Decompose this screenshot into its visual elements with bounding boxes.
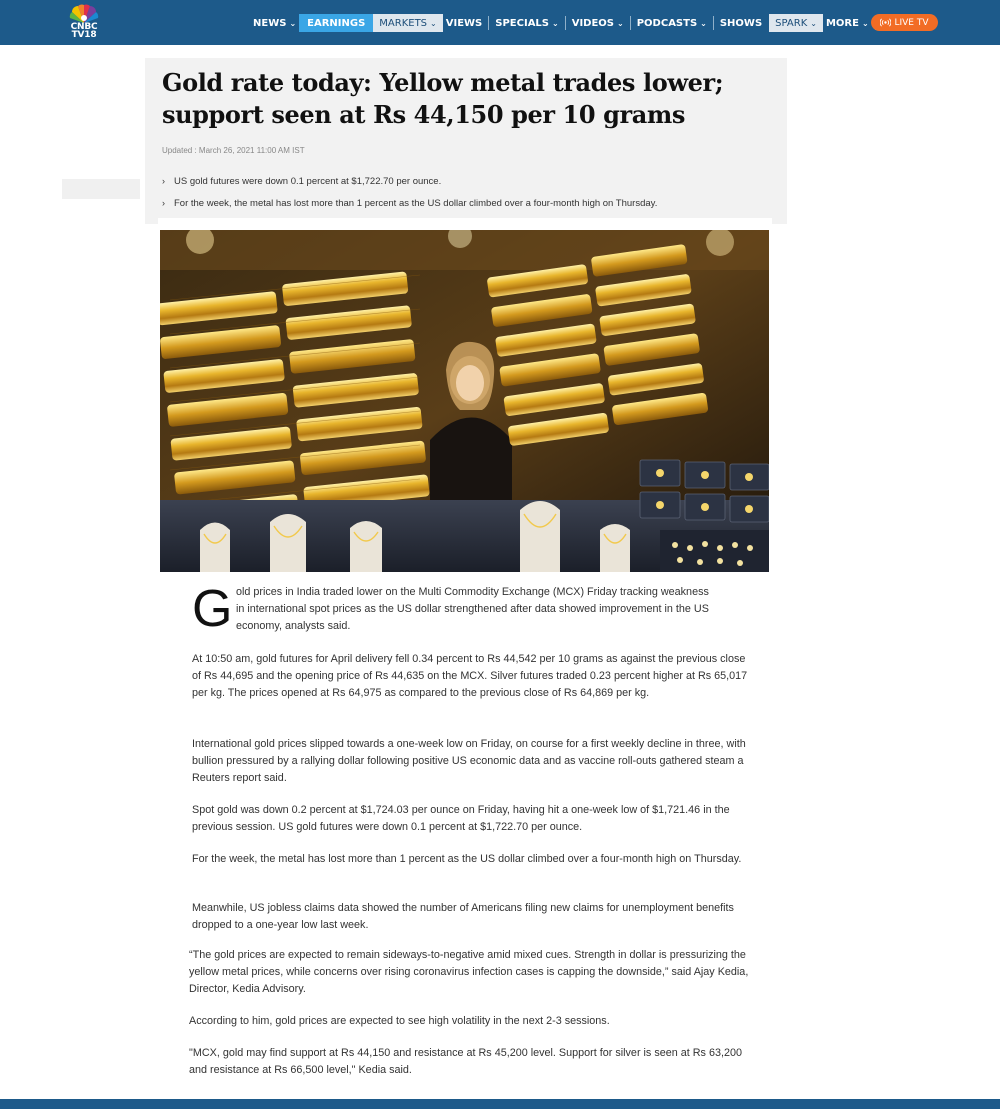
cnbc-tv18-logo[interactable] <box>62 4 106 40</box>
site-footer-bar <box>0 1099 1000 1109</box>
nav-item-views[interactable]: VIEWS <box>445 17 483 29</box>
chevron-right-icon: › <box>162 176 165 186</box>
chevron-right-icon: › <box>162 198 165 208</box>
chevron-down-icon: ⌄ <box>700 18 707 28</box>
sidebar-placeholder <box>62 179 140 199</box>
chevron-down-icon: ⌄ <box>617 18 624 28</box>
article-headline: Gold rate today: Yellow metal trades lower; support seen at Rs 44,150 per 10 grams <box>162 68 724 129</box>
nav-item-markets[interactable]: MARKETS ⌄ <box>373 14 442 32</box>
main-nav <box>250 13 913 33</box>
live-tv-button[interactable] <box>871 14 938 31</box>
quote-paragraph: “The gold prices are expected to remain sideways-to-negative amid mixed cues. Strength in dollar is pressurizing the yellow metal prices, while concerns over rising coronavirus infection cases is capping the downside,” said Ajay Kedia, Director, Kedia Advisory. <box>189 949 749 995</box>
live-tv-label: LIVE TV <box>894 17 929 28</box>
quote-paragraph: "MCX, gold may find support at Rs 44,150 and resistance at Rs 45,200 level. Support for silver is seen at Rs 63,200 and resistance at Rs 66,500 level," Kedia said. <box>189 1047 742 1076</box>
nav-item-spark[interactable]: SPARK ⌄ <box>769 14 823 32</box>
nav-item-news[interactable]: NEWS ⌄ <box>253 17 297 29</box>
article-header <box>145 58 787 224</box>
lead-paragraph <box>160 580 760 638</box>
key-point: › US gold futures were down 0.1 percent at $1,722.70 per ounce. <box>162 176 442 187</box>
key-points-list <box>162 176 657 220</box>
nav-divider <box>713 16 714 30</box>
key-point: › For the week, the metal has lost more than 1 percent as the US dollar climbed over a four-month high on Thursday. <box>162 198 658 209</box>
image-top-spacer <box>158 218 772 230</box>
nav-divider <box>630 16 631 30</box>
nav-item-more[interactable]: MORE ⌄ <box>825 17 869 29</box>
chevron-down-icon: ⌄ <box>430 18 437 28</box>
nav-item-shows[interactable]: SHOWS <box>719 17 763 29</box>
nav-item-earnings[interactable]: EARNINGS <box>299 14 373 32</box>
paragraph: Spot gold was down 0.2 percent at $1,724.03 per ounce on Friday, having hit a one-week low of $1,721.46 in the previous session. US gold futures were down 0.1 percent at $1,722.70 per ounce. <box>192 804 730 833</box>
nav-item-specials[interactable]: SPECIALS ⌄ <box>495 17 559 29</box>
drop-cap: G <box>192 580 233 638</box>
paragraph: According to him, gold prices are expected to see high volatility in the next 2-3 sessions. <box>189 1015 610 1027</box>
paragraph-text: old prices in India traded lower on the Multi Commodity Exchange (MCX) Friday tracking weakness in international spot prices as the US dollar strengthened after data showed improvement in the US economy, analysts said. <box>236 586 709 632</box>
nav-divider <box>488 16 489 30</box>
peacock-icon <box>69 4 99 24</box>
paragraph: At 10:50 am, gold futures for April delivery fell 0.34 percent to Rs 44,542 per 10 grams as against the previous close of Rs 44,695 and the opening price of Rs 44,635 on the MCX. Silver futures traded 0.23 percent higher at Rs 65,017 per kg. The prices opened at Rs 64,975 as compared to the previous close of Rs 64,869 per kg. <box>192 653 748 699</box>
chevron-down-icon: ⌄ <box>861 18 869 28</box>
chevron-down-icon: ⌄ <box>810 18 817 28</box>
site-header <box>0 0 1000 45</box>
chevron-down-icon: ⌄ <box>289 18 297 28</box>
nav-item-videos[interactable]: VIDEOS ⌄ <box>571 17 624 29</box>
paragraph: International gold prices slipped towards a one-week low on Friday, on course for a first weekly decline in three, with bullion pressured by a rallying dollar following positive US economic data and as vaccine roll-outs gathered steam a Reuters report said. <box>192 738 746 784</box>
chevron-down-icon: ⌄ <box>552 18 559 28</box>
paragraph: Meanwhile, US jobless claims data showed the number of Americans filing new claims for unemployment benefits dropped to a one-year low last week. <box>192 902 734 931</box>
nav-item-podcasts[interactable]: PODCASTS ⌄ <box>636 17 707 29</box>
broadcast-icon <box>880 18 891 27</box>
updated-timestamp: Updated : March 26, 2021 11:00 AM IST <box>162 146 305 155</box>
nav-divider <box>565 16 566 30</box>
gold-bangles-photo <box>160 230 769 572</box>
logo-wordmark: CNBC TV18 <box>70 22 98 40</box>
article-hero-image <box>160 230 769 572</box>
paragraph: For the week, the metal has lost more than 1 percent as the US dollar climbed over a four-month high on Thursday. <box>192 853 742 865</box>
